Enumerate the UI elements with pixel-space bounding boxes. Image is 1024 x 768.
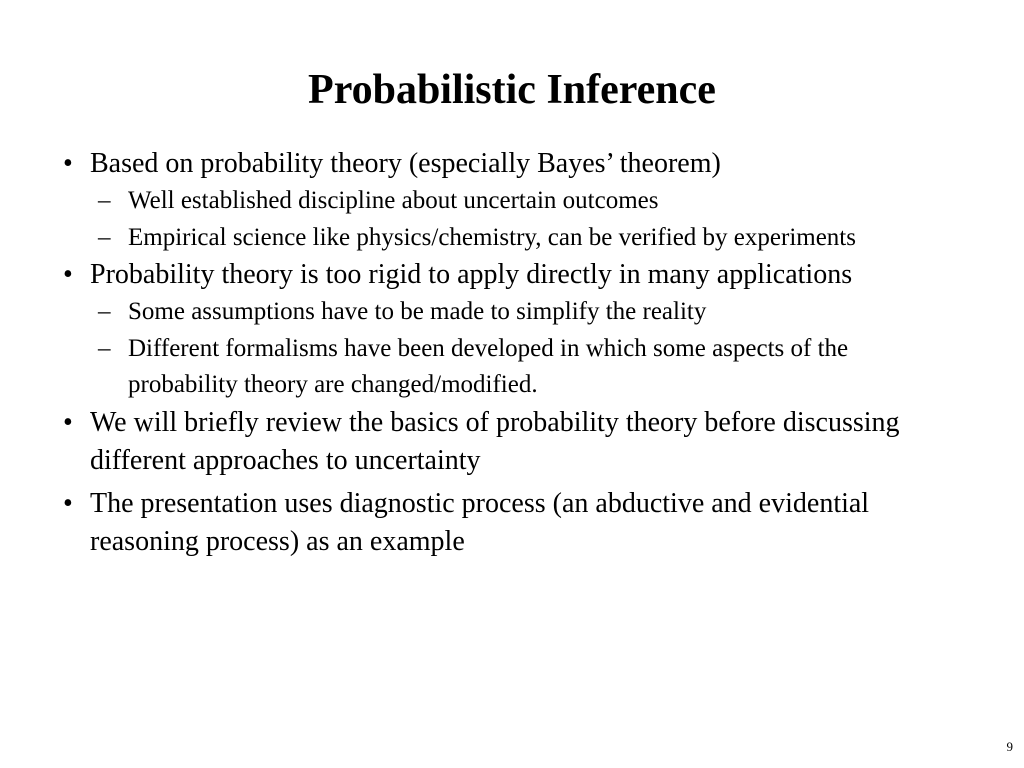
page-number: 9 — [1006, 739, 1013, 754]
bullet-icon: • — [63, 487, 73, 519]
bullet-item — [60, 256, 960, 404]
dash-icon: – — [98, 223, 111, 251]
sub-bullet-text: Empirical science like physics/chemistry, can be verified by experiments — [128, 223, 856, 251]
bullet-list — [60, 145, 960, 561]
sub-bullet-item — [90, 220, 960, 257]
bullet-text: We will briefly review the basics of probability theory before discussing different approaches to uncertainty — [90, 406, 900, 476]
bullet-item — [60, 145, 960, 256]
dash-icon: – — [98, 334, 111, 362]
sub-bullet-text: Some assumptions have to be made to simplify the reality — [128, 298, 707, 325]
sub-bullet-list — [90, 183, 960, 256]
bullet-text: The presentation uses diagnostic process (an abductive and evidential reasoning process) as an example — [90, 487, 870, 557]
sub-bullet-item — [90, 183, 960, 220]
dash-icon: – — [98, 187, 111, 214]
bullet-item — [60, 485, 960, 561]
bullet-text: Probability theory is too rigid to apply directly in many applications — [90, 259, 853, 290]
slide-title: Probabilistic Inference — [308, 67, 716, 113]
bullet-item — [60, 404, 960, 480]
sub-bullet-item — [90, 294, 960, 331]
sub-bullet-item — [90, 331, 960, 404]
bullet-text: Based on probability theory (especially Bayes’ theorem) — [90, 148, 721, 179]
bullet-icon: • — [63, 259, 73, 290]
sub-bullet-text: Different formalisms have been developed in which some aspects of the probability theory are changed/modified. — [128, 334, 849, 398]
sub-bullet-list — [90, 294, 960, 404]
dash-icon: – — [98, 298, 111, 325]
bullet-icon: • — [63, 148, 73, 179]
sub-bullet-text: Well established discipline about uncertain outcomes — [128, 187, 659, 214]
bullet-icon: • — [63, 406, 73, 438]
